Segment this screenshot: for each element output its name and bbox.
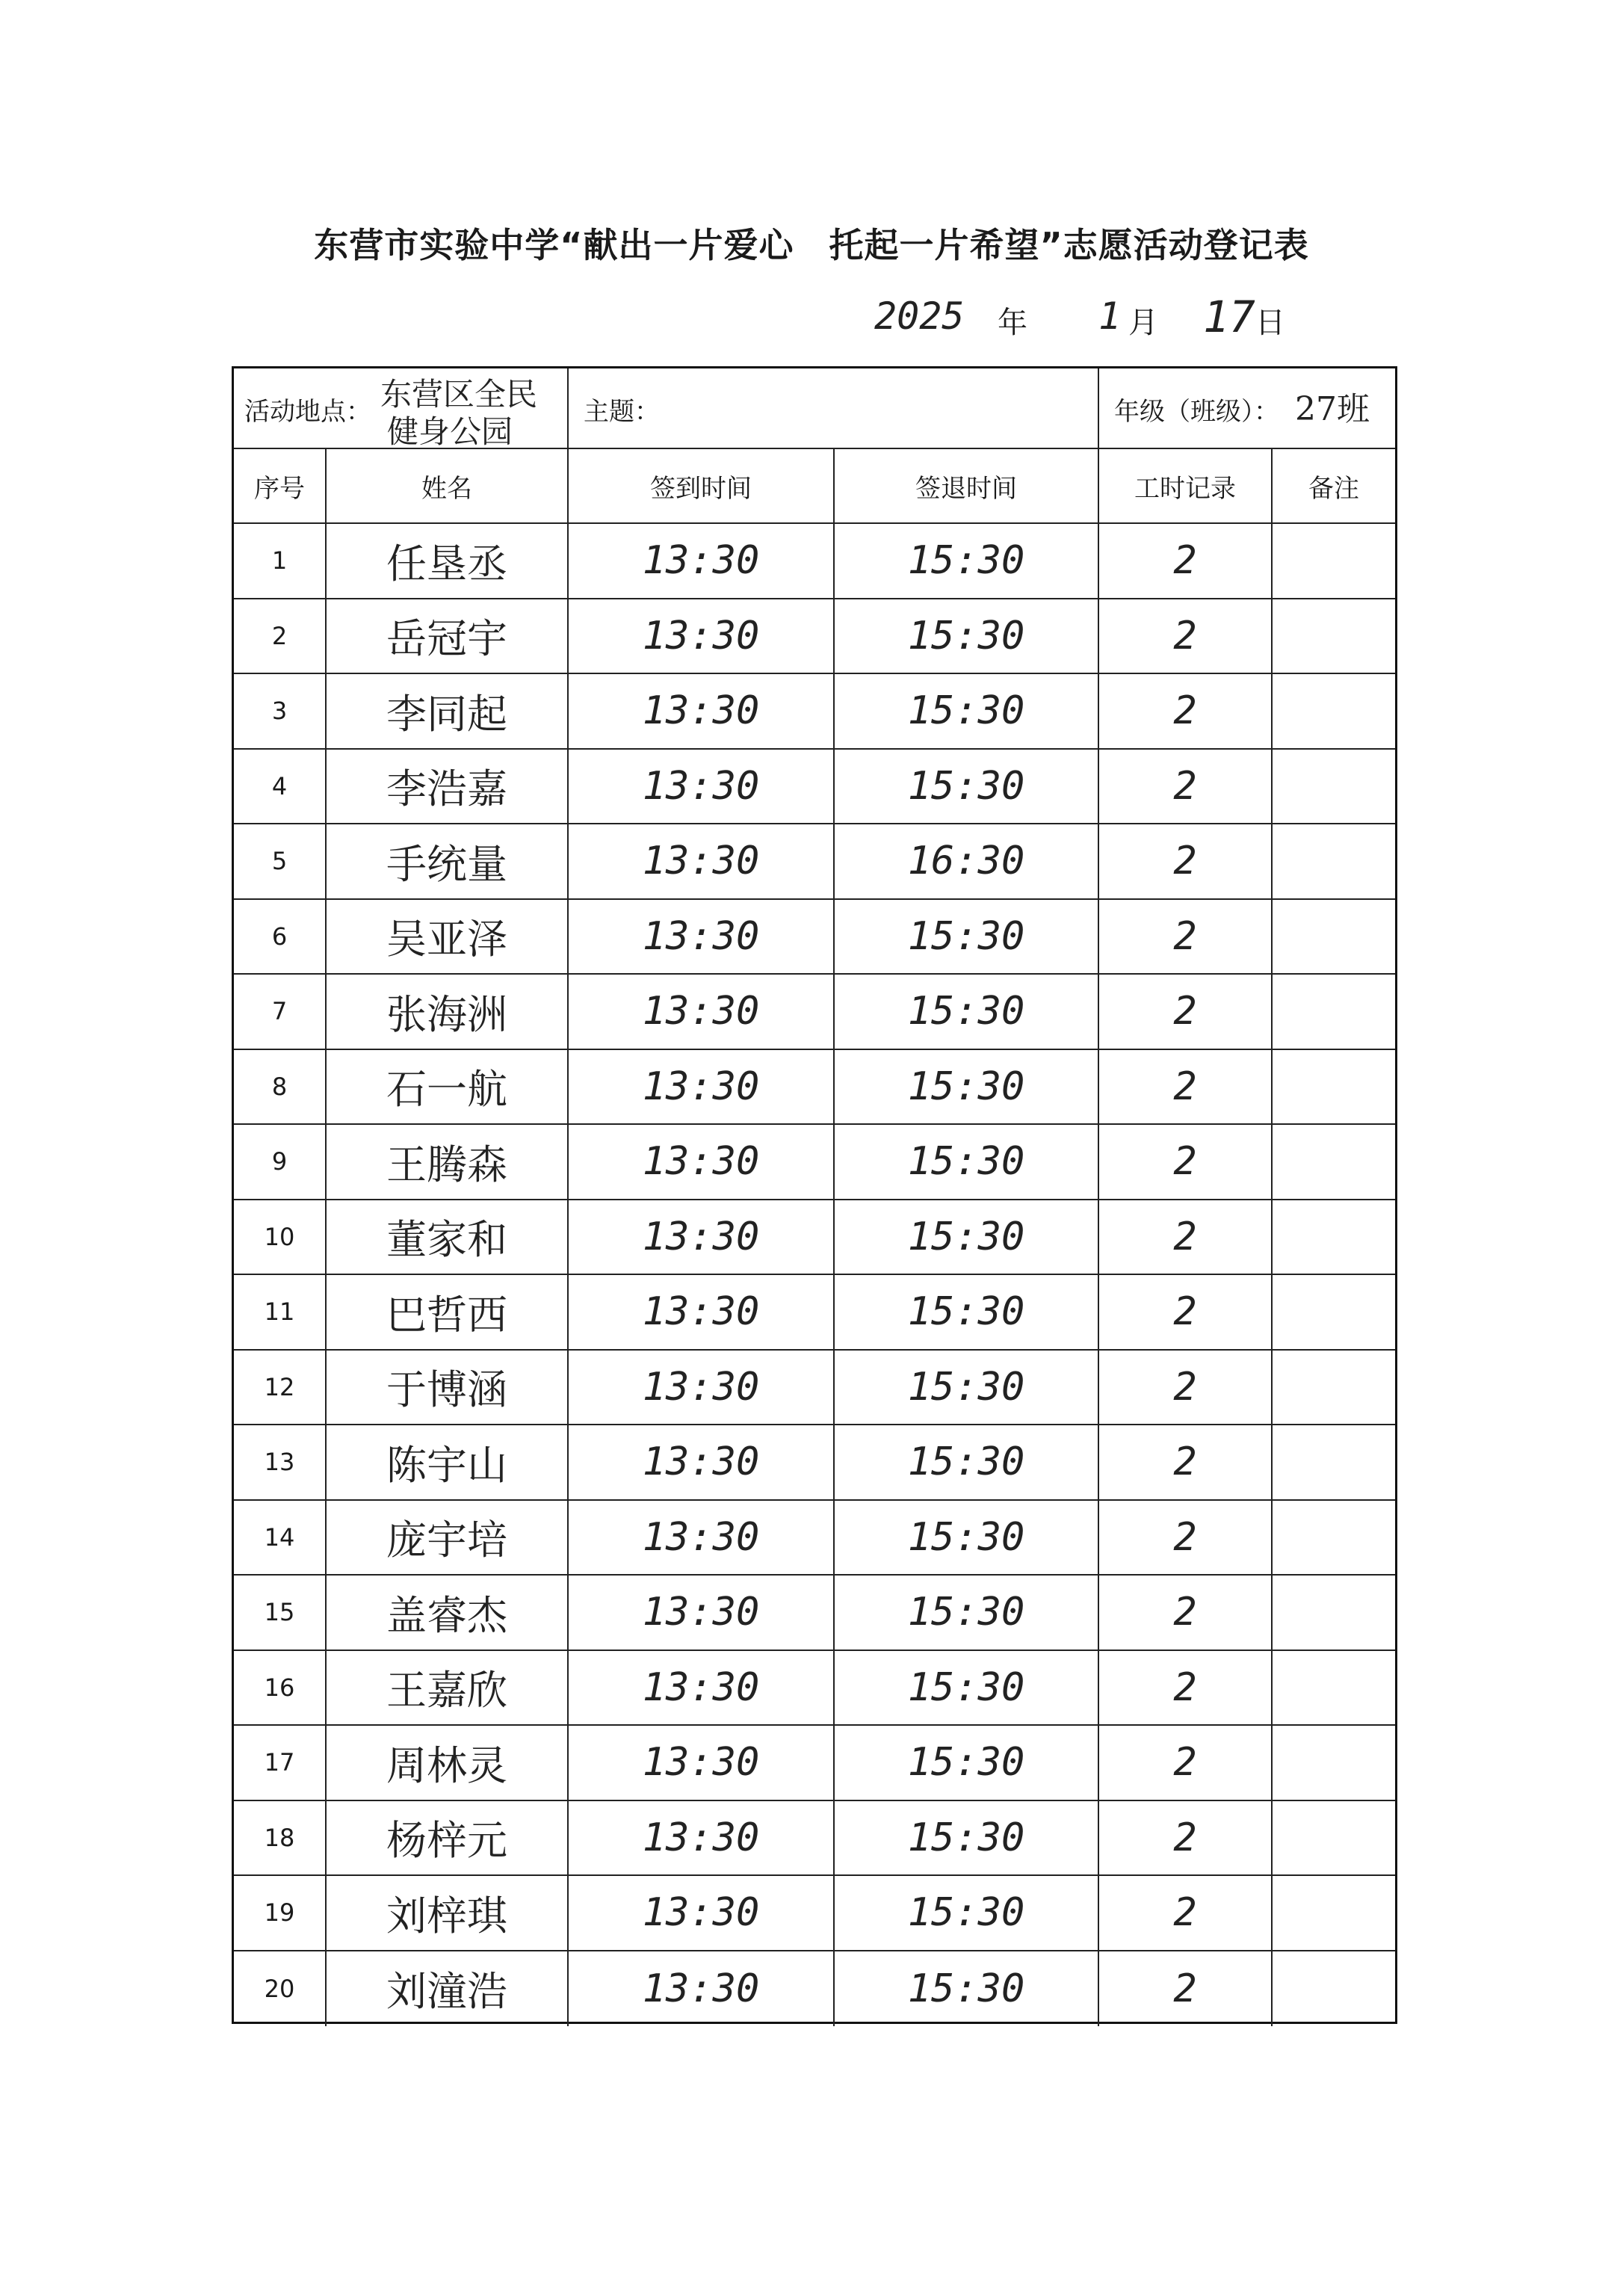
row-checkin: 13:30 (569, 1726, 835, 1800)
row-name: 手统量 (327, 824, 569, 898)
row-number: 5 (234, 824, 327, 898)
row-hours: 2 (1099, 1876, 1273, 1950)
header-checkin: 签到时间 (569, 449, 835, 522)
row-checkin: 13:30 (569, 824, 835, 898)
table-row (234, 900, 1395, 975)
row-note (1273, 975, 1395, 1049)
row-checkin: 13:30 (569, 975, 835, 1049)
table-row (234, 975, 1395, 1050)
row-hours: 2 (1099, 674, 1273, 748)
row-name: 李浩嘉 (327, 750, 569, 824)
row-checkout: 15:30 (835, 1501, 1099, 1575)
row-checkin: 13:30 (569, 1951, 835, 2027)
theme-cell (569, 368, 1099, 448)
table-row (234, 1876, 1395, 1951)
table-row (234, 1951, 1395, 2027)
row-checkout: 15:30 (835, 1050, 1099, 1124)
table-row (234, 599, 1395, 675)
row-number: 16 (234, 1651, 327, 1725)
info-row (234, 368, 1395, 449)
row-note (1273, 1125, 1395, 1199)
row-checkout: 15:30 (835, 750, 1099, 824)
date-year-unit: 年 (998, 306, 1027, 340)
row-checkout: 15:30 (835, 1275, 1099, 1349)
row-note (1273, 524, 1395, 598)
row-hours: 2 (1099, 599, 1273, 673)
date-month-unit: 月 (1128, 306, 1158, 340)
row-checkout: 16:30 (835, 824, 1099, 898)
row-name: 王腾森 (327, 1125, 569, 1199)
row-checkout: 15:30 (835, 1200, 1099, 1274)
row-note (1273, 1275, 1395, 1349)
row-name: 李同起 (327, 674, 569, 748)
date-day: 17 (1203, 291, 1255, 342)
row-checkout: 15:30 (835, 1425, 1099, 1499)
row-checkout: 15:30 (835, 1125, 1099, 1199)
table-row (234, 1576, 1395, 1651)
row-number: 18 (234, 1801, 327, 1875)
row-checkout: 15:30 (835, 1726, 1099, 1800)
row-note (1273, 1726, 1395, 1800)
row-name: 刘梓琪 (327, 1876, 569, 1950)
location-value-line1: 东营区全民 (380, 376, 538, 413)
row-checkin: 13:30 (569, 1801, 835, 1875)
row-checkin: 13:30 (569, 1200, 835, 1274)
row-name: 盖睿杰 (327, 1576, 569, 1650)
table-row (234, 1651, 1395, 1726)
row-hours: 2 (1099, 1200, 1273, 1274)
row-name: 庞宇培 (327, 1501, 569, 1575)
row-hours: 2 (1099, 1275, 1273, 1349)
row-name: 刘潼浩 (327, 1951, 569, 2027)
header-no: 序号 (234, 449, 327, 522)
row-name: 任垦丞 (327, 524, 569, 598)
row-checkout: 15:30 (835, 674, 1099, 748)
row-number: 19 (234, 1876, 327, 1950)
row-checkin: 13:30 (569, 1275, 835, 1349)
row-checkin: 13:30 (569, 1876, 835, 1950)
row-checkout: 15:30 (835, 599, 1099, 673)
table-row (234, 1726, 1395, 1801)
row-hours: 2 (1099, 524, 1273, 598)
header-hours: 工时记录 (1099, 449, 1273, 522)
row-note (1273, 674, 1395, 748)
table-row (234, 1801, 1395, 1877)
row-number: 9 (234, 1125, 327, 1199)
row-checkin: 13:30 (569, 674, 835, 748)
grade-label: 年级（班级）： (1114, 397, 1279, 427)
row-number: 4 (234, 750, 327, 824)
row-hours: 2 (1099, 1576, 1273, 1650)
row-hours: 2 (1099, 1951, 1273, 2027)
row-hours: 2 (1099, 1651, 1273, 1725)
date-year: 2025 (874, 294, 965, 338)
row-checkin: 13:30 (569, 1501, 835, 1575)
row-hours: 2 (1099, 1050, 1273, 1124)
row-hours: 2 (1099, 1351, 1273, 1425)
row-checkin: 13:30 (569, 599, 835, 673)
row-number: 1 (234, 524, 327, 598)
row-checkin: 13:30 (569, 1651, 835, 1725)
row-name: 周林灵 (327, 1726, 569, 1800)
row-number: 2 (234, 599, 327, 673)
row-number: 6 (234, 900, 327, 974)
row-number: 8 (234, 1050, 327, 1124)
row-note (1273, 1050, 1395, 1124)
row-hours: 2 (1099, 900, 1273, 974)
row-note (1273, 1351, 1395, 1425)
row-number: 20 (234, 1951, 327, 2027)
table-row (234, 1351, 1395, 1426)
row-note (1273, 900, 1395, 974)
header-name: 姓名 (327, 449, 569, 522)
row-hours: 2 (1099, 1125, 1273, 1199)
row-note (1273, 1425, 1395, 1499)
row-checkout: 15:30 (835, 1576, 1099, 1650)
row-number: 10 (234, 1200, 327, 1274)
row-number: 15 (234, 1576, 327, 1650)
row-hours: 2 (1099, 824, 1273, 898)
row-checkin: 13:30 (569, 1351, 835, 1425)
row-checkin: 13:30 (569, 900, 835, 974)
row-name: 杨梓元 (327, 1801, 569, 1875)
header-row (234, 449, 1395, 524)
row-checkout: 15:30 (835, 900, 1099, 974)
table-row (234, 1275, 1395, 1351)
row-name: 陈宇山 (327, 1425, 569, 1499)
row-note (1273, 1576, 1395, 1650)
row-checkin: 13:30 (569, 1050, 835, 1124)
row-name: 石一航 (327, 1050, 569, 1124)
row-note (1273, 1651, 1395, 1725)
row-name: 王嘉欣 (327, 1651, 569, 1725)
grade-cell (1099, 368, 1395, 448)
row-number: 13 (234, 1425, 327, 1499)
table-row (234, 1050, 1395, 1126)
row-checkout: 15:30 (835, 1351, 1099, 1425)
row-name: 巴哲西 (327, 1275, 569, 1349)
table-row (234, 750, 1395, 825)
row-note (1273, 599, 1395, 673)
table-row (234, 1125, 1395, 1200)
row-hours: 2 (1099, 1801, 1273, 1875)
row-checkin: 13:30 (569, 1425, 835, 1499)
table-row (234, 674, 1395, 750)
row-name: 董家和 (327, 1200, 569, 1274)
table-row (234, 524, 1395, 599)
row-hours: 2 (1099, 975, 1273, 1049)
table-row (234, 1425, 1395, 1501)
table-row (234, 1501, 1395, 1576)
row-checkout: 15:30 (835, 1876, 1099, 1950)
row-checkout: 15:30 (835, 1801, 1099, 1875)
row-checkout: 15:30 (835, 524, 1099, 598)
row-hours: 2 (1099, 750, 1273, 824)
row-note (1273, 1801, 1395, 1875)
row-note (1273, 824, 1395, 898)
row-checkout: 15:30 (835, 1651, 1099, 1725)
table-row (234, 1200, 1395, 1276)
row-number: 14 (234, 1501, 327, 1575)
row-checkout: 15:30 (835, 1951, 1099, 2027)
location-value-line2: 健身公园 (387, 413, 513, 450)
row-name: 张海洲 (327, 975, 569, 1049)
row-number: 17 (234, 1726, 327, 1800)
grade-value: 27班 (1295, 390, 1370, 428)
row-checkin: 13:30 (569, 524, 835, 598)
header-notes: 备注 (1308, 473, 1359, 504)
row-note (1273, 1501, 1395, 1575)
row-note (1273, 1876, 1395, 1950)
form-title: 东营市实验中学“献出一片爱心 托起一片希望”志愿活动登记表 (314, 225, 1309, 265)
row-name: 于博涵 (327, 1351, 569, 1425)
row-number: 7 (234, 975, 327, 1049)
row-note (1273, 750, 1395, 824)
row-name: 吴亚泽 (327, 900, 569, 974)
row-note (1273, 1951, 1395, 2027)
row-name: 岳冠宇 (327, 599, 569, 673)
row-hours: 2 (1099, 1425, 1273, 1499)
row-number: 12 (234, 1351, 327, 1425)
date-day-unit: 日 (1255, 306, 1285, 340)
header-checkout: 签退时间 (835, 449, 1099, 522)
location-label: 活动地点： (244, 397, 371, 427)
registration-form (232, 366, 1397, 2024)
row-checkin: 13:30 (569, 1125, 835, 1199)
row-number: 3 (234, 674, 327, 748)
theme-label: 主题： (584, 397, 660, 427)
date-month: 1 (1098, 294, 1122, 338)
row-checkin: 13:30 (569, 750, 835, 824)
row-number: 11 (234, 1275, 327, 1349)
row-checkout: 15:30 (835, 975, 1099, 1049)
row-note (1273, 1200, 1395, 1274)
location-cell (234, 368, 569, 448)
row-hours: 2 (1099, 1726, 1273, 1800)
table-row (234, 824, 1395, 900)
row-hours: 2 (1099, 1501, 1273, 1575)
row-checkin: 13:30 (569, 1576, 835, 1650)
